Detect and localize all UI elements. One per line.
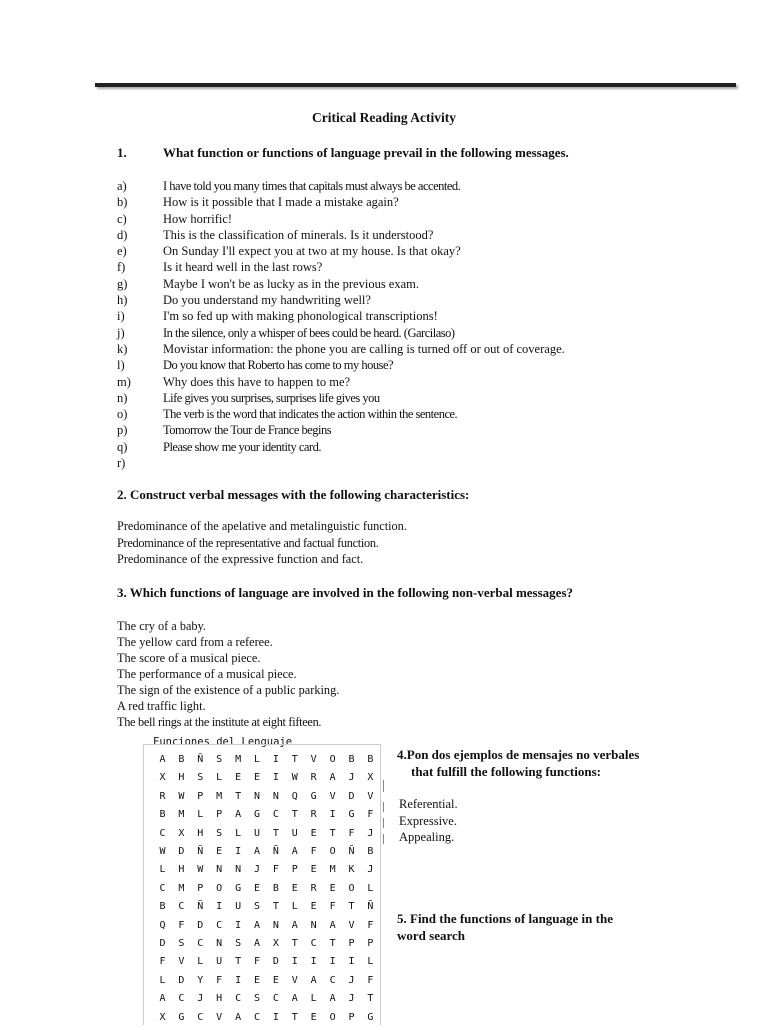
item-letter: d)	[117, 227, 128, 242]
list-item	[117, 227, 717, 243]
wordsearch-cell: E	[253, 882, 261, 894]
wordsearch-cell: O	[329, 846, 336, 857]
wordsearch-cell: B	[367, 846, 374, 857]
wordsearch-cell: Ñ	[197, 846, 204, 857]
wordsearch-cell: G	[367, 1011, 374, 1023]
wordsearch-cell: I	[348, 956, 355, 968]
item-letter: g)	[117, 276, 128, 291]
wordsearch-cell: F	[310, 846, 317, 857]
wordsearch-cell: U	[216, 956, 223, 968]
item-letter: e)	[117, 244, 127, 259]
list-item: The performance of a musical piece.	[117, 667, 297, 681]
list-item	[117, 455, 717, 471]
wordsearch-cell: X	[159, 1011, 166, 1023]
wordsearch-cell: Ñ	[272, 846, 279, 857]
wordsearch-cell: A	[291, 919, 298, 931]
list-item: The score of a musical piece.	[117, 651, 261, 665]
margin-mark	[383, 780, 384, 792]
wordsearch-cell: V	[329, 790, 336, 802]
wordsearch-cell: C	[272, 809, 279, 821]
wordsearch-cell: A	[329, 772, 336, 784]
wordsearch-cell: I	[216, 901, 223, 913]
item-letter: i)	[117, 309, 125, 324]
wordsearch-cell: B	[272, 882, 279, 894]
item-letter: j)	[117, 325, 125, 340]
wordsearch-cell: O	[348, 882, 355, 894]
wordsearch-cell: E	[291, 882, 298, 894]
wordsearch-cell: Ñ	[367, 901, 374, 913]
item-text: Please show me your identity card.	[163, 439, 321, 454]
question-4-lines	[399, 796, 458, 846]
wordsearch-cell: R	[159, 790, 166, 802]
wordsearch-cell: F	[367, 809, 374, 821]
question-2-heading: 2. Construct verbal messages with the following characteristics:	[117, 487, 470, 502]
wordsearch-cell: B	[348, 754, 355, 765]
item-text: The verb is the word that indicates the action within the sentence.	[163, 407, 458, 422]
wordsearch-cell: A	[159, 993, 166, 1005]
wordsearch-cell: L	[159, 864, 166, 876]
wordsearch-cell: L	[291, 901, 298, 913]
wordsearch-cell: T	[329, 938, 336, 949]
wordsearch-cell: E	[235, 772, 242, 784]
wordsearch-cell: V	[216, 1011, 223, 1023]
item-text: Tomorrow the Tour de France begins	[163, 423, 332, 438]
wordsearch-cell: T	[272, 827, 279, 839]
wordsearch-cell: H	[197, 827, 204, 839]
question-2-lines	[117, 518, 407, 568]
margin-mark	[383, 834, 384, 844]
wordsearch-cell: J	[348, 772, 355, 784]
wordsearch-cell: T	[348, 901, 355, 913]
list-item	[117, 178, 717, 194]
question-5-heading-line1: 5. Find the functions of language in the	[397, 911, 613, 926]
wordsearch-cell: A	[235, 809, 242, 821]
list-item: A red traffic light.	[117, 699, 206, 713]
list-item	[117, 406, 717, 422]
item-text: This is the classification of minerals. Is it understood?	[163, 227, 434, 242]
wordsearch-cell: R	[310, 882, 317, 894]
item-letter: p)	[117, 423, 128, 438]
wordsearch-cell: I	[235, 846, 242, 857]
item-text: How horrific!	[163, 211, 233, 226]
item-letter: h)	[117, 293, 128, 308]
wordsearch-cell: B	[178, 754, 185, 765]
wordsearch-cell: O	[329, 754, 336, 765]
wordsearch-cell: E	[216, 846, 223, 857]
wordsearch-cell: L	[197, 956, 204, 968]
wordsearch-cell: I	[310, 956, 317, 968]
wordsearch-cell: N	[253, 790, 261, 802]
wordsearch-cell: Ñ	[197, 754, 204, 765]
wordsearch-cell: J	[197, 993, 204, 1005]
item-letter: m)	[117, 374, 131, 389]
list-item: The sign of the existence of a public parking.	[117, 683, 340, 697]
wordsearch-cell: U	[291, 827, 298, 839]
wordsearch-cell: S	[178, 938, 185, 949]
wordsearch-cell: A	[291, 846, 298, 857]
wordsearch-cell: I	[329, 956, 336, 968]
wordsearch-cell: A	[253, 938, 261, 949]
wordsearch-cell: C	[329, 974, 336, 986]
wordsearch-cell: L	[216, 772, 223, 784]
wordsearch-cell: A	[310, 974, 317, 986]
wordsearch-cell: C	[159, 827, 166, 839]
wordsearch-cell: S	[235, 938, 242, 949]
wordsearch-cell: C	[253, 1011, 261, 1023]
wordsearch-cell: L	[367, 956, 374, 968]
wordsearch-cell: Y	[197, 974, 204, 986]
wordsearch-cell: D	[272, 956, 279, 968]
wordsearch-cell: E	[253, 974, 261, 986]
wordsearch-cell: E	[272, 974, 279, 986]
list-item	[117, 439, 717, 455]
wordsearch-cell: L	[253, 754, 261, 765]
wordsearch-cell: X	[367, 772, 374, 784]
wordsearch-cell: L	[310, 993, 317, 1005]
question-3-lines	[117, 618, 339, 730]
wordsearch-cell: C	[272, 993, 279, 1005]
wordsearch-cell: S	[197, 772, 204, 784]
wordsearch-cell: N	[216, 864, 223, 876]
wordsearch-cell: O	[329, 1011, 336, 1023]
wordsearch-cell: V	[291, 974, 298, 986]
wordsearch-cell: V	[367, 790, 374, 802]
wordsearch-cell: J	[348, 974, 355, 986]
item-text: I'm so fed up with making phonological transcriptions!	[163, 309, 438, 324]
item-letter: l)	[117, 358, 125, 373]
wordsearch-cell: F	[159, 956, 166, 968]
wordsearch-cell: E	[310, 901, 317, 913]
wordsearch-cell: I	[272, 772, 279, 784]
list-item: Predominance of the representative and factual function.	[117, 535, 379, 550]
margin-mark	[383, 818, 384, 828]
wordsearch-cell: A	[235, 1011, 242, 1023]
wordsearch-cell: P	[348, 1011, 355, 1023]
question-4-heading-line1: 4.Pon dos ejemplos de mensajes no verbales	[397, 747, 640, 762]
wordsearch-cell: F	[348, 827, 355, 839]
wordsearch-cell: A	[253, 919, 261, 931]
wordsearch-cell: F	[272, 864, 279, 876]
wordsearch-cell: D	[197, 919, 204, 931]
wordsearch-cell: F	[178, 919, 185, 931]
wordsearch-cell: C	[178, 993, 185, 1005]
list-item: Expressive.	[399, 813, 457, 828]
wordsearch-cell: E	[329, 882, 336, 894]
wordsearch-cell: F	[253, 956, 261, 968]
wordsearch-cell: C	[197, 938, 204, 949]
wordsearch-title: Funciones del Lenguaje	[153, 736, 293, 748]
wordsearch-cell: W	[159, 846, 166, 857]
wordsearch-cell: F	[329, 901, 336, 913]
wordsearch-cell: M	[216, 790, 223, 802]
wordsearch-cell: R	[310, 809, 317, 821]
list-item: Appealing.	[399, 830, 455, 844]
question-1-text: What function or functions of language prevail in the following messages.	[163, 145, 569, 160]
wordsearch-cell: F	[216, 974, 223, 986]
wordsearch-grid	[143, 744, 381, 1025]
wordsearch-cell: J	[367, 864, 374, 876]
wordsearch-cell: T	[291, 938, 298, 949]
wordsearch-cell: N	[216, 938, 223, 949]
wordsearch-cell: I	[235, 919, 242, 931]
top-rule	[95, 83, 736, 87]
question-3-heading: 3. Which functions of language are involved in the following non-verbal messages?	[117, 585, 573, 600]
wordsearch-cell: S	[216, 827, 223, 839]
wordsearch-cell: V	[310, 754, 317, 765]
wordsearch-cell: C	[216, 919, 223, 931]
wordsearch-cell: F	[367, 974, 374, 986]
wordsearch-cell: A	[329, 993, 336, 1005]
wordsearch-cell: O	[216, 882, 223, 894]
list-item	[117, 194, 717, 210]
wordsearch-cell: P	[348, 938, 355, 949]
wordsearch-cell: B	[367, 754, 374, 765]
wordsearch-cell: G	[178, 1011, 185, 1023]
wordsearch-cell: P	[197, 882, 204, 894]
wordsearch-cell: I	[235, 974, 242, 986]
wordsearch-cell: H	[216, 993, 223, 1005]
wordsearch-cell: D	[178, 974, 185, 986]
list-item	[117, 276, 717, 292]
wordsearch-cell: T	[367, 993, 374, 1005]
question-5-heading-line2: word search	[397, 927, 466, 943]
wordsearch-cell: C	[310, 938, 317, 949]
wordsearch-cell: W	[178, 790, 185, 802]
wordsearch-cell: D	[178, 846, 185, 857]
wordsearch-cell: P	[291, 864, 298, 876]
wordsearch-cell: U	[235, 901, 242, 913]
wordsearch-cell: J	[253, 864, 261, 876]
wordsearch-cell: C	[235, 993, 242, 1005]
wordsearch-cell: T	[272, 901, 279, 913]
wordsearch-cell: E	[310, 864, 317, 876]
list-item	[117, 259, 717, 275]
question-5-heading	[397, 911, 613, 944]
wordsearch-cell: R	[310, 772, 317, 784]
wordsearch-cell: C	[197, 1011, 204, 1023]
wordsearch-cell: A	[291, 993, 298, 1005]
list-item	[117, 243, 717, 259]
wordsearch-cell: K	[348, 864, 355, 876]
wordsearch-cell: I	[272, 754, 279, 765]
wordsearch-cell: P	[367, 938, 374, 949]
wordsearch-cell: I	[329, 809, 336, 821]
list-item	[117, 211, 717, 227]
list-item	[117, 341, 717, 357]
wordsearch-cell: Ñ	[348, 846, 355, 857]
wordsearch-cell: X	[159, 772, 166, 784]
item-letter: k)	[117, 341, 128, 356]
wordsearch-cell: A	[253, 846, 261, 857]
page-title: Critical Reading Activity	[312, 110, 456, 125]
item-text: In the silence, only a whisper of bees could be heard. (Garcilaso)	[163, 325, 455, 340]
wordsearch-cell: D	[348, 790, 355, 802]
item-letter: q)	[117, 439, 128, 454]
wordsearch-cell: T	[235, 956, 242, 968]
list-item: The cry of a baby.	[117, 619, 206, 633]
item-text: Movistar information: the phone you are calling is turned off or out of coverage.	[163, 341, 565, 356]
wordsearch-cell: G	[253, 809, 261, 821]
list-item: Predominance of the expressive function and fact.	[117, 552, 364, 566]
wordsearch-cell: L	[367, 882, 374, 894]
wordsearch-cell: N	[310, 919, 317, 931]
wordsearch-cell: H	[178, 864, 185, 876]
wordsearch-cell: M	[178, 809, 185, 821]
wordsearch-cell: T	[235, 790, 242, 802]
wordsearch-cell: S	[216, 754, 223, 765]
question-1-number: 1.	[117, 145, 127, 160]
wordsearch-cell: I	[291, 956, 298, 968]
wordsearch-cell: W	[197, 864, 204, 876]
list-item: The bell rings at the institute at eight fifteen.	[117, 715, 322, 729]
list-item	[117, 422, 717, 438]
wordsearch-cell: S	[253, 993, 261, 1005]
wordsearch-cell: T	[291, 809, 298, 821]
item-letter: b)	[117, 195, 128, 210]
wordsearch-cell: Q	[291, 790, 298, 802]
wordsearch-cell: C	[159, 882, 166, 894]
wordsearch-cell: A	[159, 754, 166, 765]
wordsearch-cell: X	[272, 938, 279, 949]
list-item	[117, 374, 717, 390]
question-4-heading	[397, 747, 639, 780]
wordsearch-cell: E	[253, 772, 261, 784]
item-letter: c)	[117, 211, 127, 226]
wordsearch-cell: M	[235, 754, 242, 765]
item-text: Do you know that Roberto has come to my house?	[163, 358, 394, 373]
item-text: Is it heard well in the last rows?	[163, 260, 323, 275]
wordsearch-cell: J	[367, 827, 374, 839]
wordsearch-cell: B	[159, 809, 166, 821]
list-item	[117, 308, 717, 324]
item-text: How is it possible that I made a mistake again?	[163, 195, 399, 210]
wordsearch-cell: T	[329, 827, 336, 839]
wordsearch-cell: L	[197, 809, 204, 821]
wordsearch-cell: N	[272, 790, 279, 802]
wordsearch-cell: G	[310, 790, 317, 802]
item-text: Life gives you surprises, surprises life gives you	[163, 390, 380, 405]
wordsearch-cell: Q	[159, 919, 166, 931]
wordsearch-cell: X	[178, 827, 185, 839]
item-text: Do you understand my handwriting well?	[163, 293, 371, 308]
wordsearch-cell: M	[178, 882, 185, 894]
wordsearch-cell: E	[310, 1011, 317, 1023]
item-text: On Sunday I'll expect you at two at my house. Is that okay?	[163, 244, 461, 259]
wordsearch-cell: L	[159, 974, 166, 986]
list-item: Predominance of the apelative and metalinguistic function.	[117, 519, 407, 533]
wordsearch-cell: T	[291, 754, 298, 765]
margin-mark	[383, 802, 384, 812]
item-text: I have told you many times that capitals must always be accented.	[163, 179, 461, 193]
wordsearch-cell: M	[329, 864, 336, 876]
question-1-list	[117, 178, 717, 471]
wordsearch-cell: V	[178, 956, 185, 968]
wordsearch-cell: U	[253, 827, 261, 839]
wordsearch-cell: G	[348, 809, 355, 821]
item-text: Maybe I won't be as lucky as in the previous exam.	[163, 276, 420, 291]
wordsearch-cell: S	[253, 901, 261, 913]
wordsearch-cell: E	[310, 827, 317, 839]
wordsearch-cell: N	[272, 919, 279, 931]
wordsearch-cell: P	[197, 790, 204, 802]
wordsearch-cell: I	[272, 1011, 279, 1023]
wordsearch-cell: T	[291, 1011, 298, 1023]
item-text: Why does this have to happen to me?	[163, 374, 351, 389]
wordsearch-cell: G	[235, 882, 242, 894]
list-item: The yellow card from a referee.	[117, 635, 273, 649]
wordsearch-cell: L	[235, 827, 242, 839]
wordsearch-cell: V	[348, 919, 355, 931]
list-item: Referential.	[399, 797, 458, 811]
list-item	[117, 325, 717, 341]
wordsearch-cell: H	[178, 772, 185, 784]
wordsearch-cell: P	[216, 809, 223, 821]
wordsearch-cell: A	[329, 919, 336, 931]
wordsearch-cell: F	[367, 919, 374, 931]
item-letter: f)	[117, 260, 126, 275]
list-item	[117, 292, 717, 308]
item-letter: o)	[117, 407, 128, 422]
wordsearch-cell: B	[159, 901, 166, 913]
wordsearch-cell: Ñ	[197, 901, 204, 913]
item-letter: n)	[117, 390, 128, 405]
list-item	[117, 390, 717, 406]
wordsearch-cell: C	[178, 901, 185, 913]
item-letter: a)	[117, 179, 127, 193]
list-item	[117, 357, 717, 373]
wordsearch-cell: J	[348, 993, 355, 1005]
wordsearch-cell: D	[159, 938, 166, 949]
question-4-heading-line2: that fulfill the following functions:	[411, 763, 601, 779]
wordsearch-cell: W	[291, 772, 298, 784]
item-letter: r)	[117, 456, 126, 471]
wordsearch-cell: N	[235, 864, 242, 876]
